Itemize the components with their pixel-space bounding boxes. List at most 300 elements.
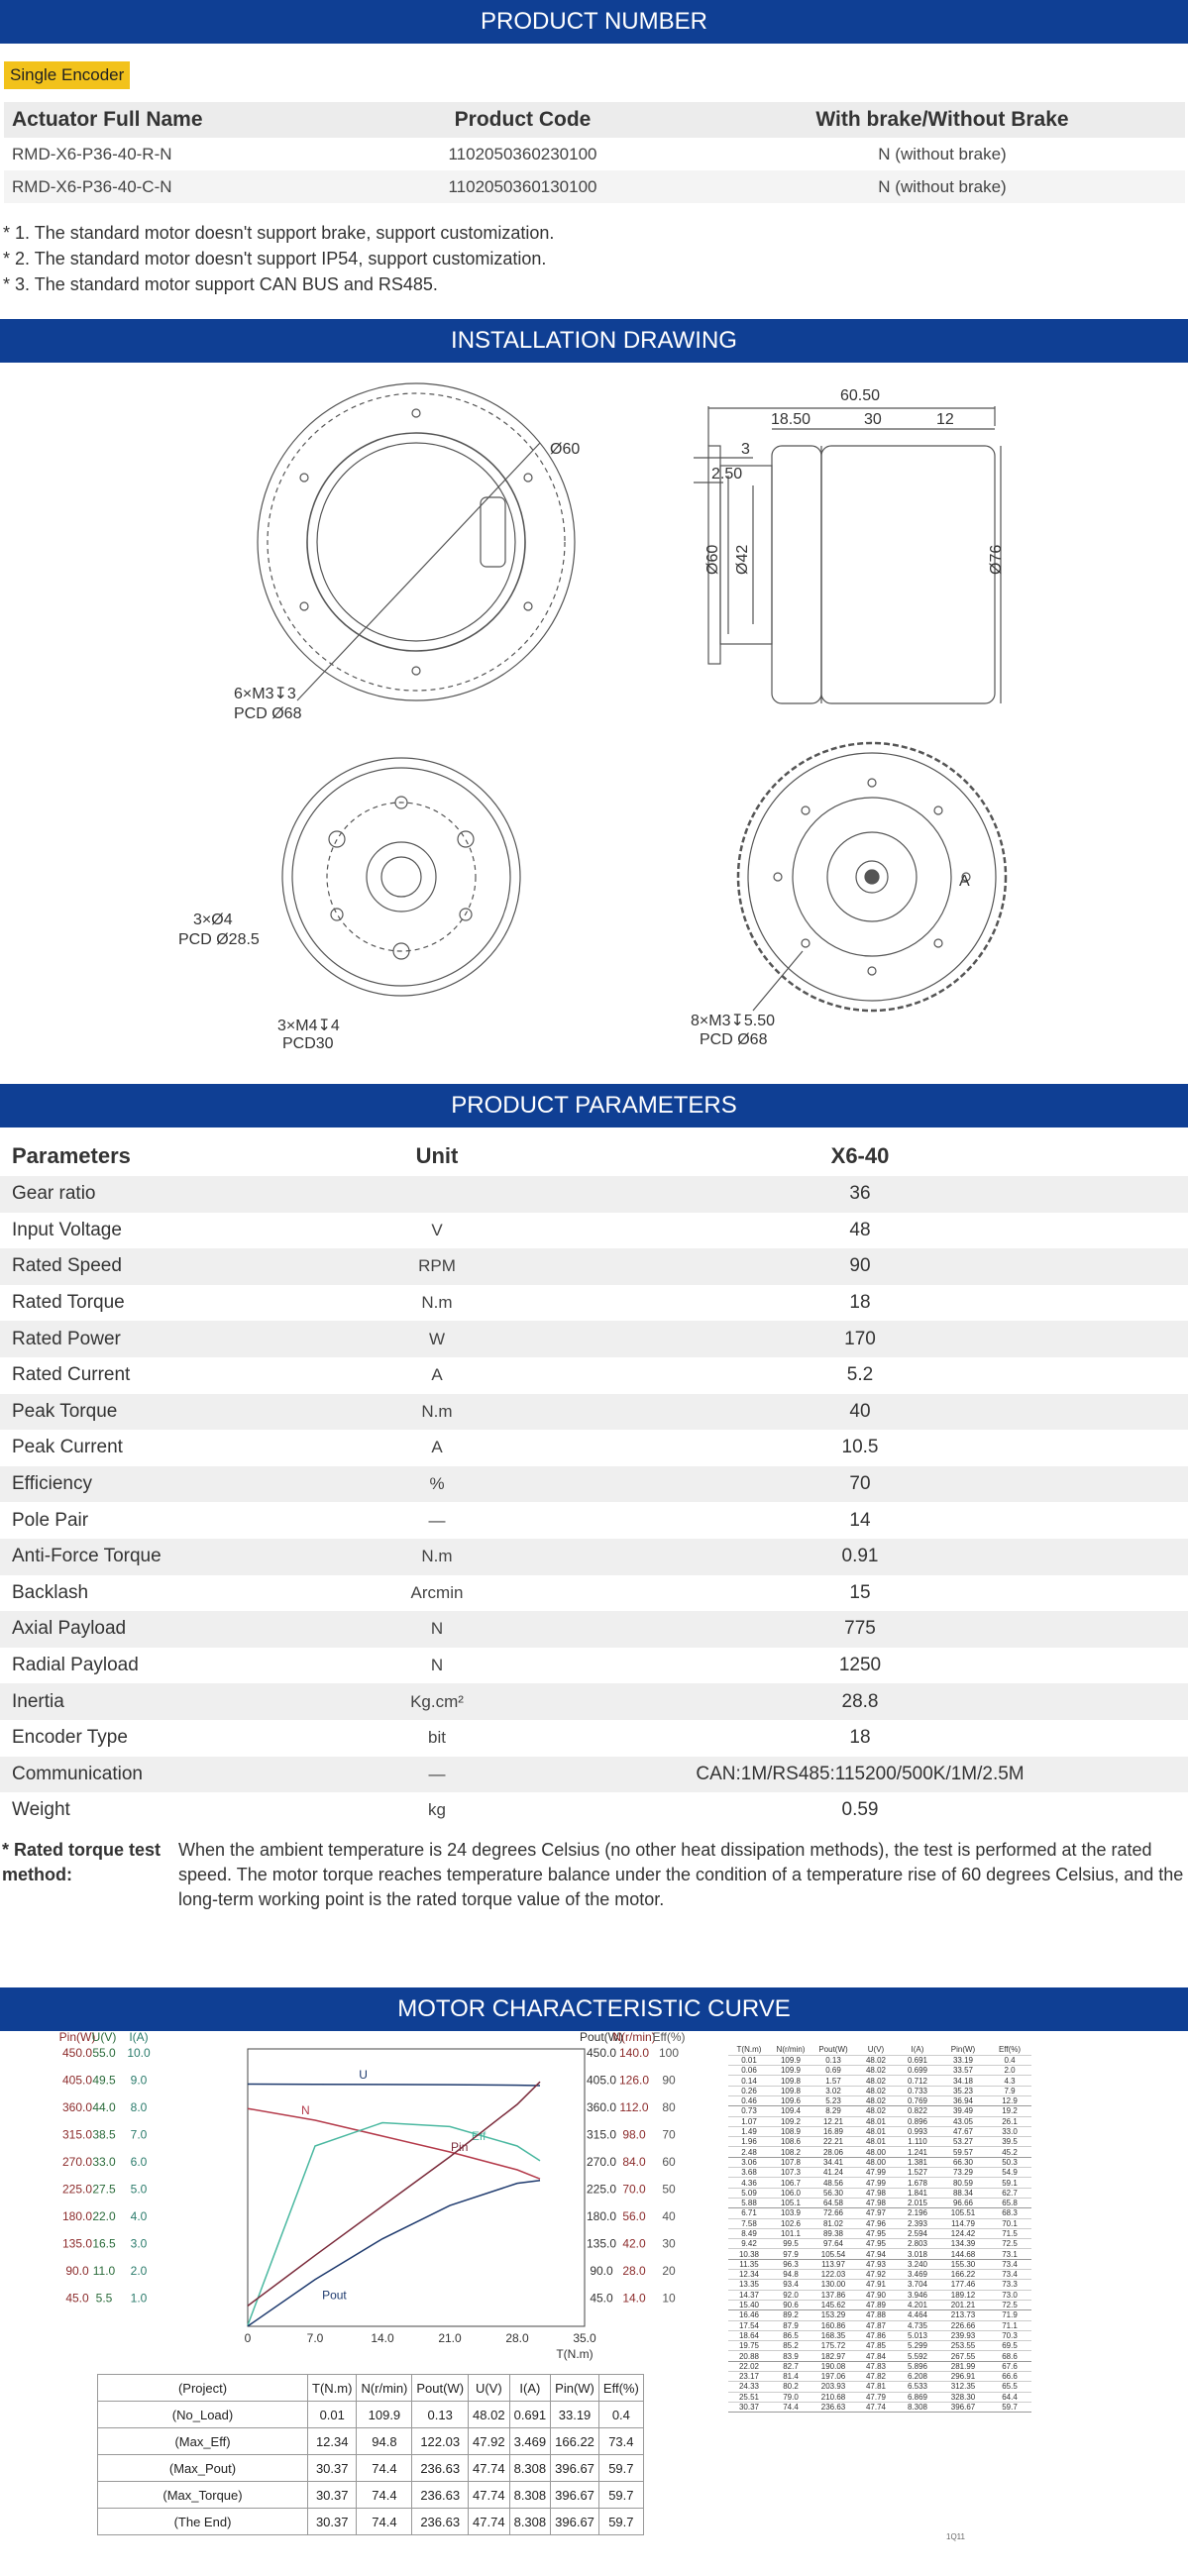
test-cell: 19.75 [738,2341,760,2351]
test-cell: 3.68 [741,2168,757,2178]
test-cell: 48.01 [865,2127,887,2137]
axis-tick: 450.0 [586,2046,617,2060]
test-cell: 213.73 [950,2310,976,2320]
axis-tick: 180.0 [586,2209,617,2223]
result-cell: (Max_Pout) [98,2455,308,2482]
test-data-footer: 1Q11 [946,2532,965,2541]
param-value: CAN:1M/RS485:115200/500K/1M/2.5M [532,1757,1188,1793]
test-cell: 1.678 [907,2178,928,2188]
param-unit: V [431,1220,443,1239]
test-cell: 41.24 [822,2168,844,2178]
table-row [728,2178,1031,2188]
test-cell: 56.30 [822,2188,844,2198]
test-cell: 5.592 [907,2351,928,2361]
test-cell: 168.35 [820,2330,846,2340]
test-cell: 101.1 [780,2228,802,2238]
test-cell: 4.464 [907,2310,928,2320]
result-cell: 33.19 [551,2402,599,2428]
table-row [728,2280,1031,2290]
result-cell: 30.37 [308,2455,357,2482]
test-cell: 33.19 [952,2055,974,2065]
table-row [0,1213,1188,1249]
test-cell: 47.89 [865,2301,887,2310]
param-value: 15 [849,1581,871,1603]
test-cell: 47.94 [865,2249,887,2259]
table-row [4,170,1185,203]
param-name: Radial Payload [12,1655,139,1676]
test-cell: 23.17 [738,2372,760,2382]
test-cell: 182.97 [820,2351,846,2361]
axis-tick: 70.0 [622,2182,646,2197]
test-cell: 47.91 [865,2280,887,2290]
axis-tick: 14.0 [622,2291,646,2306]
test-cell: 68.3 [1002,2208,1018,2218]
result-header: (Project) [98,2375,308,2402]
table-row [0,1757,1188,1793]
axis-tick: 90 [662,2073,676,2088]
series-label-u: U [359,2067,368,2082]
axis-tick: 98.0 [622,2127,646,2142]
test-cell: 2.803 [907,2239,928,2249]
param-name: Axial Payload [0,1611,342,1648]
axis-tick: 27.5 [92,2182,116,2197]
test-cell: 80.2 [783,2382,799,2392]
test-cell: 137.86 [820,2290,846,2300]
test-cell: 160.86 [820,2320,846,2330]
installation-banner: INSTALLATION DRAWING [0,319,1188,363]
param-unit: W [342,1321,532,1357]
param-value: 5.2 [846,1364,874,1386]
result-cell: 109.9 [357,2402,412,2428]
table-row [728,2249,1031,2259]
test-cell: 53.27 [952,2137,974,2147]
axis-tick: 80 [662,2100,676,2114]
test-cell: 0.822 [907,2106,928,2116]
test-cell: 2.0 [1004,2066,1016,2076]
axis-header: Pin(W) [58,2030,96,2044]
result-cell: 73.4 [598,2428,643,2455]
test-cell: 3.469 [907,2270,928,2280]
dim-12: 12 [936,411,954,428]
test-cell: 2.015 [907,2199,928,2208]
dim-3: 3 [741,441,750,458]
installation-drawing [0,367,1188,1080]
test-cell: 0.13 [825,2055,841,2065]
test-cell: 20.88 [738,2351,760,2361]
param-unit: — [342,1757,532,1793]
axis-tick: 11.0 [92,2264,116,2278]
result-header: U(V) [469,2375,510,2402]
param-value: 0.59 [841,1799,879,1821]
axis-tick: 135.0 [61,2236,93,2251]
param-unit: bit [428,1728,446,1748]
param-header-value: X6-40 [532,1136,1188,1176]
result-cell: 47.74 [469,2482,510,2509]
result-cell: 59.7 [598,2455,643,2482]
result-cell: 0.691 [509,2402,551,2428]
product-header-brake: With brake/Without Brake [700,102,1185,138]
x-tick: 0 [244,2331,252,2345]
axis-tick: 1.0 [130,2291,148,2306]
param-name: Anti-Force Torque [0,1539,342,1575]
dim-d76-vertical: Ø76 [988,544,1005,575]
test-cell: 39.5 [1002,2137,1018,2147]
table-row [728,2198,1031,2207]
test-cell: 47.67 [952,2127,974,2137]
test-cell: 153.29 [820,2310,846,2320]
table-row [728,2330,1031,2340]
axis-tick: 30 [662,2236,676,2251]
test-cell: 166.22 [950,2270,976,2280]
test-cell: 2.196 [907,2208,928,2218]
parameters-table [0,1136,1188,1829]
test-cell: 26.1 [1002,2116,1018,2126]
test-header: I(A) [911,2045,924,2055]
test-cell: 39.49 [952,2106,974,2116]
result-header: Eff(%) [598,2375,643,2402]
result-cell: (The End) [98,2509,308,2535]
test-cell: 83.9 [783,2351,799,2361]
table-row [0,1176,1188,1213]
series-label-pout: Pout [322,2288,347,2303]
axis-tick: 90.0 [65,2264,89,2278]
test-cell: 109.9 [780,2066,802,2076]
test-header: N(r/min) [776,2045,806,2055]
result-cell: 59.7 [598,2509,643,2535]
table-row [98,2482,644,2509]
axis-tick: 5.5 [95,2291,113,2306]
test-cell: 47.90 [865,2290,887,2300]
table-row [0,1466,1188,1503]
param-name: Rated Current [12,1364,131,1386]
table-row [728,2066,1031,2076]
test-cell: 47.98 [865,2188,887,2198]
test-cell: 94.8 [783,2270,799,2280]
table-row [728,2270,1031,2280]
axis-tick: 22.0 [92,2209,116,2223]
result-cell: 0.01 [308,2402,357,2428]
test-cell: 105.54 [820,2249,846,2259]
table-row [0,1575,1188,1612]
axis-tick: 70 [662,2127,676,2142]
axis-tick: 180.0 [61,2209,93,2223]
test-cell: 5.013 [907,2330,928,2340]
table-row [0,1683,1188,1720]
test-cell: 47.79 [865,2392,887,2402]
dim-d42-vertical: Ø42 [734,544,751,575]
test-cell: 12.21 [822,2116,844,2126]
test-cell: 3.06 [741,2157,757,2167]
test-cell: 64.58 [822,2199,844,2208]
param-name: Communication [0,1757,342,1793]
test-cell: 19.2 [1002,2106,1018,2116]
test-cell: 5.09 [741,2188,757,2198]
result-cell: 74.4 [357,2482,412,2509]
test-cell: 203.93 [820,2382,846,2392]
axis-tick: 60 [662,2155,676,2169]
axis-tick: 33.0 [92,2155,116,2169]
param-header-unit: Unit [342,1136,532,1176]
test-cell: 34.18 [952,2076,974,2086]
test-cell: 89.38 [822,2228,844,2238]
test-cell: 22.21 [822,2137,844,2147]
test-cell: 396.67 [950,2403,976,2413]
table-row [728,2106,1031,2116]
result-cell: 47.74 [469,2509,510,2535]
test-cell: 3.240 [907,2259,928,2269]
test-cell: 89.2 [783,2310,799,2320]
axis-tick: 10.0 [127,2046,151,2060]
table-row [728,2259,1031,2269]
test-cell: 47.83 [865,2361,887,2371]
table-row [0,1430,1188,1466]
param-name: Efficiency [0,1466,342,1503]
param-unit: N [342,1611,532,1648]
axis-tick: 225.0 [61,2182,93,2197]
single-encoder-tag: Single Encoder [4,61,130,89]
table-row [728,2361,1031,2371]
series-label-eff: Eff [471,2129,486,2143]
motor-curve-banner: MOTOR CHARACTERISTIC CURVE [0,1987,1188,2031]
test-cell: 48.00 [865,2157,887,2167]
test-cell: 0.14 [741,2076,757,2086]
test-cell: 105.51 [950,2208,976,2218]
axis-tick: 4.0 [130,2209,148,2223]
product-header-name: Actuator Full Name [4,102,346,138]
param-name: Peak Current [12,1437,123,1458]
table-row [0,1248,1188,1285]
table-row [728,2239,1031,2249]
test-cell: 47.98 [865,2199,887,2208]
table-row [728,2116,1031,2126]
test-cell: 47.85 [865,2341,887,2351]
test-cell: 48.00 [865,2147,887,2157]
param-unit: N.m [342,1539,532,1575]
table-row [728,2402,1031,2412]
param-name: Rated Power [0,1321,342,1357]
dim-pcd285: PCD Ø28.5 [178,931,260,948]
axis-tick: 450.0 [61,2046,93,2060]
axis-tick: 50 [662,2182,676,2197]
test-cell: 64.4 [1002,2392,1018,2402]
test-cell: 113.97 [821,2259,845,2269]
x-tick: 21.0 [438,2331,462,2345]
test-cell: 0.699 [907,2066,928,2076]
test-data-table [728,2045,1031,2413]
test-cell: 47.99 [865,2168,887,2178]
axis-header: Eff(%) [652,2030,686,2044]
test-cell: 47.87 [865,2320,887,2330]
test-cell: 48.02 [865,2086,887,2095]
param-value: 10.5 [841,1437,879,1458]
test-cell: 71.1 [1002,2320,1018,2330]
test-cell: 71.9 [1002,2310,1018,2320]
test-cell: 124.42 [950,2228,976,2238]
test-cell: 226.66 [950,2320,976,2330]
param-name: Backlash [12,1581,89,1603]
series-line-pin [248,2082,540,2306]
test-cell: 109.8 [780,2086,802,2095]
test-cell: 6.869 [907,2392,928,2402]
dim-1850: 18.50 [771,411,811,428]
axis-tick: 45.0 [590,2291,613,2306]
test-cell: 66.30 [952,2157,974,2167]
test-cell: 59.1 [1002,2178,1018,2188]
axis-tick: 55.0 [92,2046,116,2060]
test-header: T(N.m) [736,2045,762,2055]
series-line-n [248,2108,540,2179]
test-cell: 88.34 [952,2188,974,2198]
test-cell: 59.7 [1002,2403,1018,2413]
test-cell: 73.3 [1002,2280,1018,2290]
dim-6050: 60.50 [840,387,881,404]
test-cell: 48.56 [822,2178,844,2188]
table-row [0,1394,1188,1431]
test-cell: 0.712 [907,2076,928,2086]
param-value: 48 [849,1219,871,1240]
test-cell: 281.99 [950,2361,976,2371]
test-cell: 267.55 [950,2351,976,2361]
result-cell: 396.67 [551,2455,599,2482]
table-row [0,1502,1188,1539]
test-cell: 28.06 [822,2147,844,2157]
test-cell: 210.68 [820,2392,846,2402]
test-cell: 296.91 [950,2372,976,2382]
param-unit: Arcmin [410,1582,464,1602]
test-cell: 105.1 [780,2199,802,2208]
test-cell: 47.92 [865,2270,887,2280]
test-cell: 5.299 [907,2341,928,2351]
test-cell: 22.02 [738,2361,760,2371]
axis-tick: 405.0 [61,2073,93,2088]
test-cell: 82.7 [783,2361,799,2371]
dim-250: 2.50 [711,466,743,483]
test-cell: 72.5 [1002,2301,1018,2310]
test-cell: 0.993 [907,2127,928,2137]
test-cell: 47.86 [865,2330,887,2340]
axis-tick: 315.0 [61,2127,93,2142]
test-cell: 65.8 [1002,2199,1018,2208]
series-label-pin: Pin [451,2139,469,2154]
table-row [728,2310,1031,2320]
test-cell: 8.308 [907,2403,928,2413]
param-name: Pole Pair [12,1509,89,1531]
test-cell: 24.33 [738,2382,760,2392]
table-row [728,2137,1031,2147]
param-unit: kg [428,1800,446,1820]
product-number-banner: PRODUCT NUMBER [0,0,1188,44]
test-cell: 175.72 [820,2341,846,2351]
result-cell: 0.4 [598,2402,643,2428]
param-value: 28.8 [532,1683,1188,1720]
note-line: * 1. The standard motor doesn't support brake, support customization. [3,223,555,243]
product-code: 1102050360230100 [448,144,597,163]
test-cell: 190.08 [820,2361,846,2371]
label-a: A [959,873,970,890]
test-cell: 12.34 [738,2270,760,2280]
result-cell: 47.92 [469,2428,510,2455]
axis-tick: 405.0 [586,2073,617,2088]
test-cell: 97.9 [783,2249,799,2259]
test-cell: 68.6 [1002,2351,1018,2361]
test-cell: 130.00 [820,2280,846,2290]
test-cell: 17.54 [738,2320,760,2330]
result-cell: 48.02 [469,2402,510,2428]
table-row [0,1285,1188,1322]
param-name: Rated Speed [0,1248,342,1285]
param-unit: A [431,1365,443,1385]
test-cell: 5.896 [907,2361,928,2371]
test-cell: 197.06 [820,2372,846,2382]
test-header: U(V) [867,2045,885,2055]
test-cell: 155.30 [950,2259,976,2269]
test-cell: 93.4 [783,2280,799,2290]
test-cell: 47.97 [865,2208,887,2218]
test-cell: 189.12 [950,2290,976,2300]
param-unit: RPM [342,1248,532,1285]
axis-tick: 56.0 [622,2209,646,2223]
product-header-code: Product Code [346,102,700,138]
test-cell: 87.9 [783,2320,799,2330]
test-cell: 1.241 [907,2147,928,2157]
test-cell: 90.6 [783,2301,799,2310]
test-cell: 2.594 [907,2228,928,2238]
param-name: Gear ratio [0,1176,342,1213]
axis-tick: 2.0 [130,2264,148,2278]
axis-tick: 140.0 [618,2046,650,2060]
front-view-top [258,383,575,700]
axis-tick: 135.0 [586,2236,617,2251]
param-unit: N.m [342,1394,532,1431]
axis-tick: 360.0 [586,2100,617,2114]
product-name: RMD-X6-P36-40-R-N [12,144,172,163]
table-row [98,2455,644,2482]
test-cell: 0.769 [907,2096,928,2106]
test-cell: 96.3 [783,2259,799,2269]
test-cell: 70.3 [1002,2330,1018,2340]
test-cell: 18.64 [738,2330,760,2340]
table-row [728,2372,1031,2382]
test-cell: 108.9 [780,2127,802,2137]
dim-pcd68-bottom: PCD Ø68 [700,1031,768,1048]
test-cell: 106.7 [780,2178,802,2188]
table-row [0,1792,1188,1829]
test-cell: 7.9 [1004,2086,1016,2095]
result-cell: 396.67 [551,2482,599,2509]
test-cell: 47.81 [865,2382,887,2392]
axis-tick: 20 [662,2264,676,2278]
dim-holes-8xm3: 8×M3↧5.50 [691,1013,776,1029]
test-cell: 80.59 [952,2178,974,2188]
test-cell: 69.5 [1002,2341,1018,2351]
test-header: Eff(%) [998,2045,1022,2055]
test-cell: 97.64 [822,2239,844,2249]
test-cell: 0.06 [741,2066,757,2076]
test-cell: 73.1 [1002,2249,1018,2259]
param-value: 775 [532,1611,1188,1648]
test-cell: 177.46 [950,2280,976,2290]
test-cell: 85.2 [783,2341,799,2351]
result-cell: 94.8 [357,2428,412,2455]
test-cell: 99.5 [783,2239,799,2249]
back-view [282,758,520,996]
product-parameters-banner: PRODUCT PARAMETERS [0,1084,1188,1127]
axis-tick: 9.0 [130,2073,148,2088]
test-cell: 13.35 [738,2280,760,2290]
result-cell: 3.469 [509,2428,551,2455]
axis-header: I(A) [129,2030,149,2044]
axis-header: Pout(W) [579,2030,624,2044]
